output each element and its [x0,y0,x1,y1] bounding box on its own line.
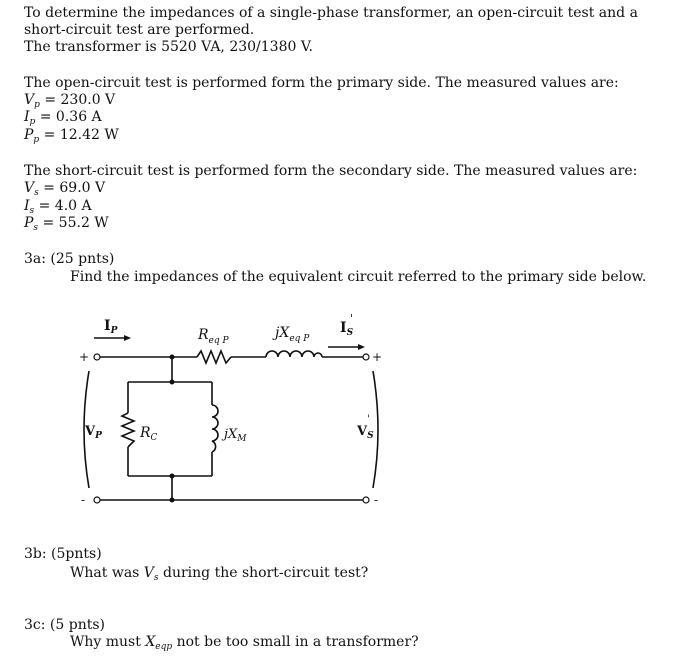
vp-label: $V_P$ [85,424,102,441]
q3a-title: 3a: (25 pnts) [24,251,115,267]
node-dot [170,380,175,385]
sc-heading: The short-circuit test is performed form the secondary side. The measured values are: [24,163,638,179]
secondary-plus-sign: + [372,350,383,364]
terminal-secondary-minus [363,497,369,503]
rc-resistor [122,413,134,447]
primary-minus-sign: - [81,493,86,507]
is-prime: ' [350,312,354,325]
is-label: $I_S$ [340,320,354,338]
vs-bracket [373,371,378,488]
node-dot-bottom [170,498,175,503]
terminal-primary-minus [94,497,100,503]
req-resistor [197,351,231,363]
jxm-label: $jX_M$ [224,427,247,444]
q3c-title: 3c: (5 pnts) [24,617,105,633]
sc-current: $I_s = 4.0$ A [24,198,92,216]
terminal-secondary-plus [363,354,369,360]
vs-label: $V_S$ [357,424,374,441]
intro-line-1: To determine the impedances of a single-phase transformer, an open-circuit test and a [24,5,638,21]
q3c-text: Why must $X_{eqp}$ not be too small in a transformer? [70,634,419,652]
node-dot [170,474,175,479]
oc-current: $I_p = 0.36$ A [24,109,102,127]
req-label: $R_{eq P}$ [198,327,229,346]
secondary-minus-sign: - [374,493,379,507]
terminal-primary-plus [94,354,100,360]
rc-label: $R_C$ [140,425,158,443]
q3b-title: 3b: (5pnts) [24,546,102,562]
q3b-text: What was $V_s$ during the short-circuit test? [70,565,369,583]
node-dot-top [170,355,175,360]
oc-power: $P_p = 12.42$ W [24,127,119,145]
vs-prime: ' [367,414,370,425]
is-arrowhead [358,344,365,350]
primary-plus-sign: + [79,350,90,364]
jxeq-label: $jX_{eq P}$ [275,325,310,344]
ip-arrowhead [124,335,131,341]
sc-power: $P_s = 55.2$ W [24,215,109,233]
sc-voltage: $V_s = 69.0$ V [24,180,106,198]
oc-voltage: $V_p = 230.0$ V [24,92,116,110]
intro-line-2: short-circuit test are performed. [24,22,255,38]
q3a-text: Find the impedances of the equivalent circuit referred to the primary side below. [70,269,647,285]
ip-label: $I_P$ [104,318,118,336]
jxeq-inductor [266,351,322,357]
intro-line-3: The transformer is 5520 VA, 230/1380 V. [24,39,313,55]
jxm-inductor [212,405,218,452]
oc-heading: The open-circuit test is performed form the primary side. The measured values are: [24,75,619,91]
